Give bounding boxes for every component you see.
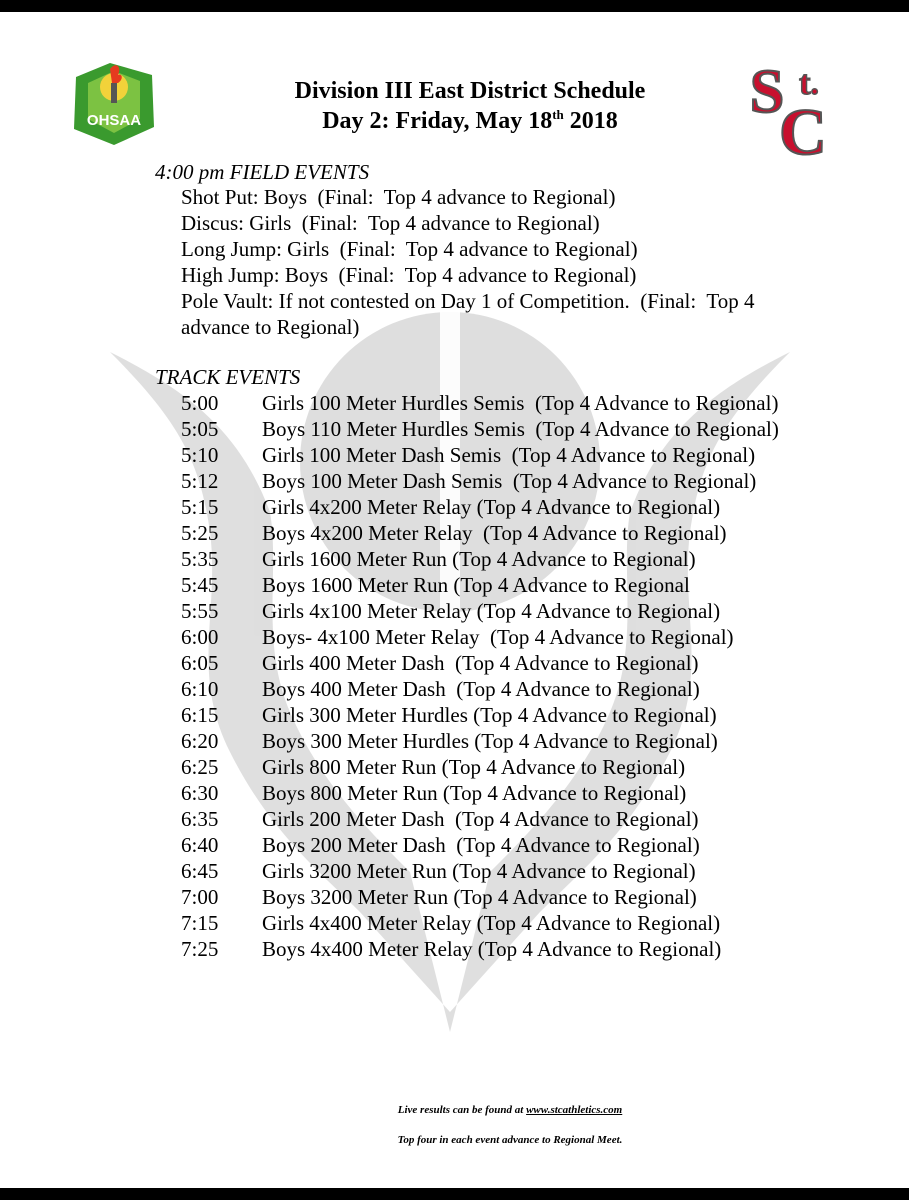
track-row (181, 494, 881, 520)
track-time: 5:25 (181, 521, 219, 545)
track-event: Girls 1600 Meter Run (Top 4 Advance to Regional) (262, 547, 696, 571)
track-event: Boys- 4x100 Meter Relay (Top 4 Advance to Regional) (262, 625, 734, 649)
field-event-line: High Jump: Boys (Final: Top 4 advance to Regional) (181, 263, 637, 287)
field-events-list (181, 184, 831, 340)
track-event: Girls 4x200 Meter Relay (Top 4 Advance to Regional) (262, 495, 721, 519)
track-row (181, 416, 881, 442)
track-time: 5:12 (181, 469, 219, 493)
track-event: Boys 400 Meter Dash (Top 4 Advance to Regional) (262, 677, 700, 701)
track-events-list (181, 390, 881, 962)
track-time: 5:05 (181, 417, 219, 441)
field-event-line: Pole Vault: If not contested on Day 1 of Competition. (Final: Top 4 (181, 289, 755, 313)
track-time: 5:10 (181, 443, 219, 467)
track-time: 6:30 (181, 781, 219, 805)
track-row (181, 884, 881, 910)
field-event-line: advance to Regional) (181, 315, 360, 339)
track-row (181, 858, 881, 884)
track-row (181, 468, 881, 494)
track-event: Girls 300 Meter Hurdles (Top 4 Advance to Regional) (262, 703, 717, 727)
track-event: Boys 110 Meter Hurdles Semis (Top 4 Advance to Regional) (262, 417, 779, 441)
ohsaa-logo-text: OHSAA (86, 112, 142, 129)
track-row (181, 728, 881, 754)
svg-text:t.: t. (799, 65, 819, 102)
track-event: Girls 4x400 Meter Relay (Top 4 Advance to Regional) (262, 911, 721, 935)
track-row (181, 546, 881, 572)
track-time: 5:00 (181, 391, 219, 415)
track-time: 5:55 (181, 599, 219, 623)
track-time: 7:25 (181, 937, 219, 961)
track-row (181, 624, 881, 650)
title-line-1: Division III East District Schedule (294, 78, 646, 104)
track-time: 6:45 (181, 859, 219, 883)
track-time: 5:15 (181, 495, 219, 519)
track-event: Girls 100 Meter Dash Semis (Top 4 Advance to Regional) (262, 443, 756, 467)
track-time: 6:25 (181, 755, 219, 779)
track-event: Girls 800 Meter Run (Top 4 Advance to Regional) (262, 755, 686, 779)
track-row (181, 806, 881, 832)
track-event: Girls 200 Meter Dash (Top 4 Advance to Regional) (262, 807, 699, 831)
track-row (181, 754, 881, 780)
track-time: 7:00 (181, 885, 219, 909)
track-event: Boys 200 Meter Dash (Top 4 Advance to Regional) (262, 833, 700, 857)
field-event-line: Discus: Girls (Final: Top 4 advance to Regional) (181, 211, 600, 235)
track-time: 6:05 (181, 651, 219, 675)
track-event: Girls 4x100 Meter Relay (Top 4 Advance to Regional) (262, 599, 721, 623)
track-row (181, 650, 881, 676)
track-time: 7:15 (181, 911, 219, 935)
track-time: 5:35 (181, 547, 219, 571)
stc-logo (737, 56, 841, 162)
track-event: Boys 800 Meter Run (Top 4 Advance to Regional) (262, 781, 687, 805)
document-page (0, 12, 909, 1188)
track-row (181, 572, 881, 598)
track-events-heading: TRACK EVENTS (155, 365, 301, 389)
track-row (181, 676, 881, 702)
field-events-heading: 4:00 pm FIELD EVENTS (155, 160, 370, 184)
track-event: Girls 400 Meter Dash (Top 4 Advance to Regional) (262, 651, 699, 675)
results-note (300, 1104, 720, 1116)
track-row (181, 598, 881, 624)
track-row (181, 390, 881, 416)
track-time: 6:00 (181, 625, 219, 649)
track-row (181, 780, 881, 806)
track-event: Boys 100 Meter Dash Semis (Top 4 Advance to Regional) (262, 469, 757, 493)
advance-note: Top four in each event advance to Regional Meet. (397, 1134, 623, 1146)
track-event: Boys 300 Meter Hurdles (Top 4 Advance to Regional) (262, 729, 718, 753)
track-row (181, 520, 881, 546)
track-time: 6:35 (181, 807, 219, 831)
track-time: 6:15 (181, 703, 219, 727)
track-row (181, 910, 881, 936)
track-time: 6:40 (181, 833, 219, 857)
results-note-text: Live results can be found at (397, 1104, 527, 1116)
field-event-line: Long Jump: Girls (Final: Top 4 advance to Regional) (181, 237, 638, 261)
svg-text:C: C (779, 96, 827, 162)
schedule-header (210, 76, 730, 136)
track-time: 5:45 (181, 573, 219, 597)
track-event: Girls 3200 Meter Run (Top 4 Advance to Regional) (262, 859, 696, 883)
track-event: Girls 100 Meter Hurdles Semis (Top 4 Advance to Regional) (262, 391, 779, 415)
track-time: 6:10 (181, 677, 219, 701)
track-event: Boys 1600 Meter Run (Top 4 Advance to Regional (262, 573, 690, 597)
svg-text:S: S (749, 58, 785, 126)
title-line-2: Day 2: Friday, May 18th 2018 (322, 107, 618, 134)
track-time: 6:20 (181, 729, 219, 753)
track-row (181, 702, 881, 728)
results-link[interactable]: www.stcathletics.com (526, 1104, 623, 1116)
track-row (181, 936, 881, 962)
track-row (181, 442, 881, 468)
track-event: Boys 4x200 Meter Relay (Top 4 Advance to Regional) (262, 521, 727, 545)
track-event: Boys 3200 Meter Run (Top 4 Advance to Regional) (262, 885, 697, 909)
ohsaa-logo (70, 57, 158, 147)
field-event-line: Shot Put: Boys (Final: Top 4 advance to Regional) (181, 185, 616, 209)
track-event: Boys 4x400 Meter Relay (Top 4 Advance to Regional) (262, 937, 722, 961)
track-row (181, 832, 881, 858)
